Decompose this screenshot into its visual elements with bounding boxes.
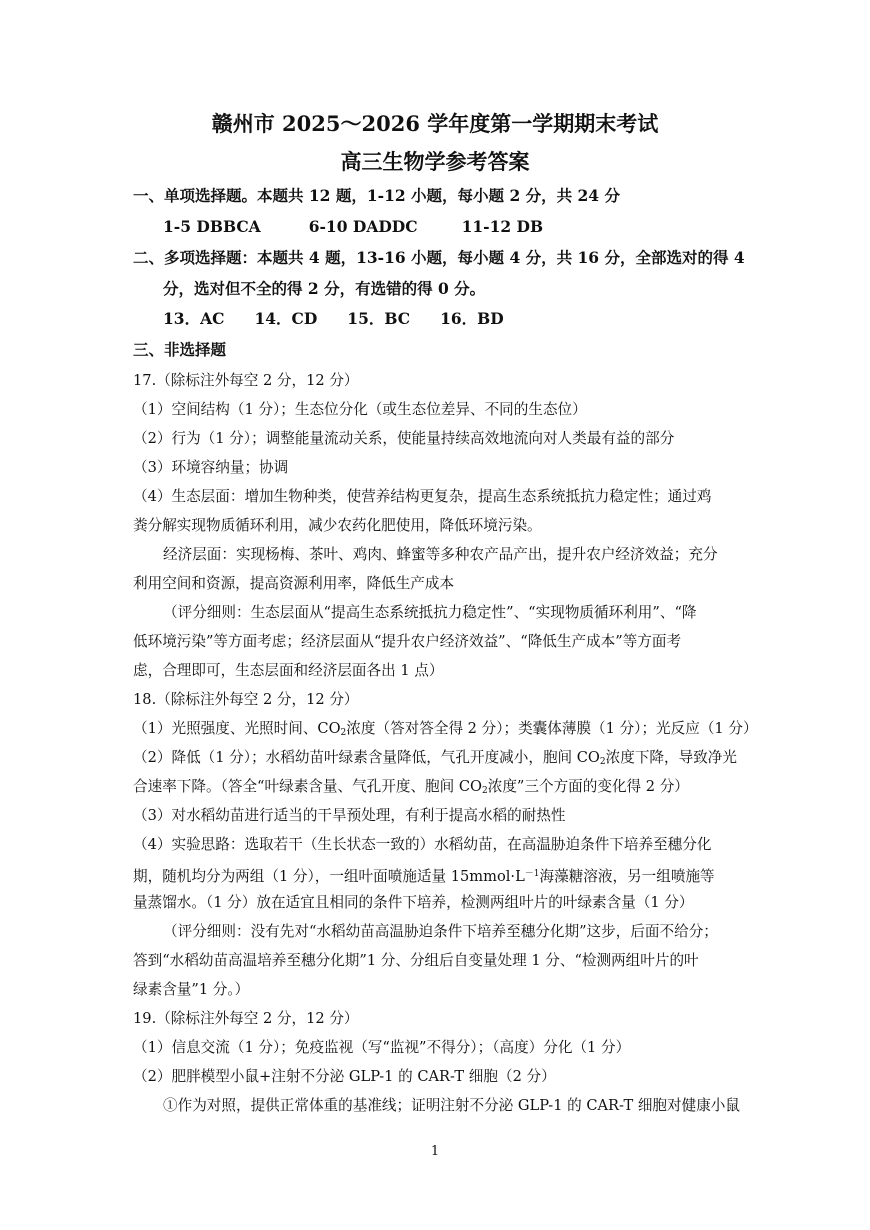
q18-answer-2-text: 浓度下降，导致净光 [605, 749, 737, 766]
q18-answer-4c: 量蒸馏水。（1 分）放在适宜且相同的条件下培养，检测两组叶片的叶绿素含量（1 分） [133, 894, 694, 911]
q18-answer-4b-text: 期，随机均分为两组（1 分），一组叶面喷施适量 15mmol·L [133, 868, 525, 885]
q19-answer-1: （1）信息交流（1 分）；免疫监视（写“监视”不得分）；（高度）分化（1 分） [133, 1039, 631, 1056]
q17-answer-4a: （4）生态层面：增加生物种类，使营养结构更复杂，提高生态系统抵抗力稳定性；通过鸡 [133, 488, 712, 505]
q17-answer-5a: 经济层面：实现杨梅、茶叶、鸡肉、蜂蜜等多种农产品产出，提升农户经济效益；充分 [163, 546, 718, 563]
q17-answer-1: （1）空间结构（1 分）；生态位分化（或生态位差异、不同的生态位） [133, 401, 587, 418]
q18-answer-1 [133, 719, 758, 743]
answer-group: 1-5 DBBCA [163, 217, 261, 236]
section2-heading-line2: 分，选对但不全的得 2 分，有选错的得 0 分。 [163, 279, 486, 298]
document-title: 赣州市 2025～2026 学年度第一学期期末考试 [211, 111, 659, 136]
answer-item: 16．BD [440, 309, 504, 328]
section2-heading-line1: 二、多项选择题：本题共 4 题，13-16 小题，每小题 4 分，共 16 分，全部选对的得 4 [133, 248, 745, 267]
section1-answers [163, 217, 543, 237]
q17-answer-3: （3）环境容纳量；协调 [133, 459, 289, 476]
section3-heading: 三、非选择题 [133, 340, 227, 359]
q17-answer-2: （2）行为（1 分）；调整能量流动关系，使能量持续高效地流向对人类最有益的部分 [133, 430, 675, 447]
q18-answer-2 [133, 748, 737, 772]
q18-answer-4b [133, 864, 715, 887]
section1-heading: 一、单项选择题。本题共 12 题，1-12 小题，每小题 2 分，共 24 分 [133, 186, 620, 205]
q18-note-1: （评分细则：没有先对“水稻幼苗高温胁迫条件下培养至穗分化期”这步，后面不给分； [163, 923, 718, 940]
q18-answer-2b [133, 777, 689, 801]
q17-answer-4b: 粪分解实现物质循环利用，减少农药化肥使用，降低环境污染。 [133, 517, 542, 534]
q17-note-3: 虑，合理即可，生态层面和经济层面各出 1 点） [133, 662, 444, 679]
q17-header: 17.（除标注外每空 2 分，12 分） [133, 372, 359, 389]
q18-answer-2-text: （2）降低（1 分）；水稻幼苗叶绿素含量降低，气孔开度减小，胞间 CO [133, 749, 600, 766]
q18-answer-3: （3）对水稻幼苗进行适当的干旱预处理，有利于提高水稻的耐热性 [133, 807, 566, 824]
page-number: 1 [430, 1144, 440, 1159]
q18-answer-2b-text: 合速率下降。（答全“叶绿素含量、气孔开度、胞间 CO [133, 778, 482, 795]
q18-note-3: 绿素含量”1 分。） [133, 981, 250, 998]
q18-header: 18.（除标注外每空 2 分，12 分） [133, 691, 359, 708]
q18-note-2: 答到“水稻幼苗高温培养至穗分化期”1 分、分组后自变量处理 1 分、“检测两组叶片的叶 [133, 952, 699, 969]
q19-answer-2: （2）肥胖模型小鼠+注射不分泌 GLP-1 的 CAR-T 细胞（2 分） [133, 1068, 556, 1085]
answer-group: 6-10 DADDC [308, 217, 418, 236]
superscript: －1 [524, 869, 540, 879]
q19-header: 19.（除标注外每空 2 分，12 分） [133, 1010, 359, 1027]
q17-note-2: 低环境污染”等方面考虑；经济层面从“提升农户经济效益”、“降低生产成本”等方面考 [133, 633, 682, 650]
q17-note-1: （评分细则：生态层面从“提高生态系统抵抗力稳定性”、“实现物质循环利用”、“降 [163, 604, 697, 621]
answer-item: 13．AC [163, 309, 225, 328]
q18-answer-1-text: 浓度（答对答全得 2 分）；类囊体薄膜（1 分）；光反应（1 分） [346, 720, 758, 737]
q18-answer-2b-text: 浓度”三个方面的变化得 2 分） [487, 778, 689, 795]
q19-answer-3: ①作为对照，提供正常体重的基准线；证明注射不分泌 GLP-1 的 CAR-T 细胞对健康小鼠 [163, 1097, 740, 1114]
q18-answer-1-text: （1）光照强度、光照时间、CO [133, 720, 341, 737]
answer-item: 14．CD [254, 309, 318, 328]
q17-answer-5b: 利用空间和资源，提高资源利用率，降低生产成本 [133, 575, 455, 592]
subscript: 2 [599, 757, 606, 767]
subscript: 2 [340, 728, 347, 738]
answer-item: 15．BC [347, 309, 411, 328]
section2-answers [163, 309, 504, 329]
subscript: 2 [482, 786, 488, 796]
document-subtitle: 高三生物学参考答案 [340, 149, 530, 174]
q18-answer-4b-text: 海藻糖溶液，另一组喷施等 [539, 868, 715, 885]
answer-group: 11-12 DB [461, 217, 544, 236]
q18-answer-4a: （4）实验思路：选取若干（生长状态一致的）水稻幼苗，在高温胁迫条件下培养至穗分化 [133, 836, 712, 853]
